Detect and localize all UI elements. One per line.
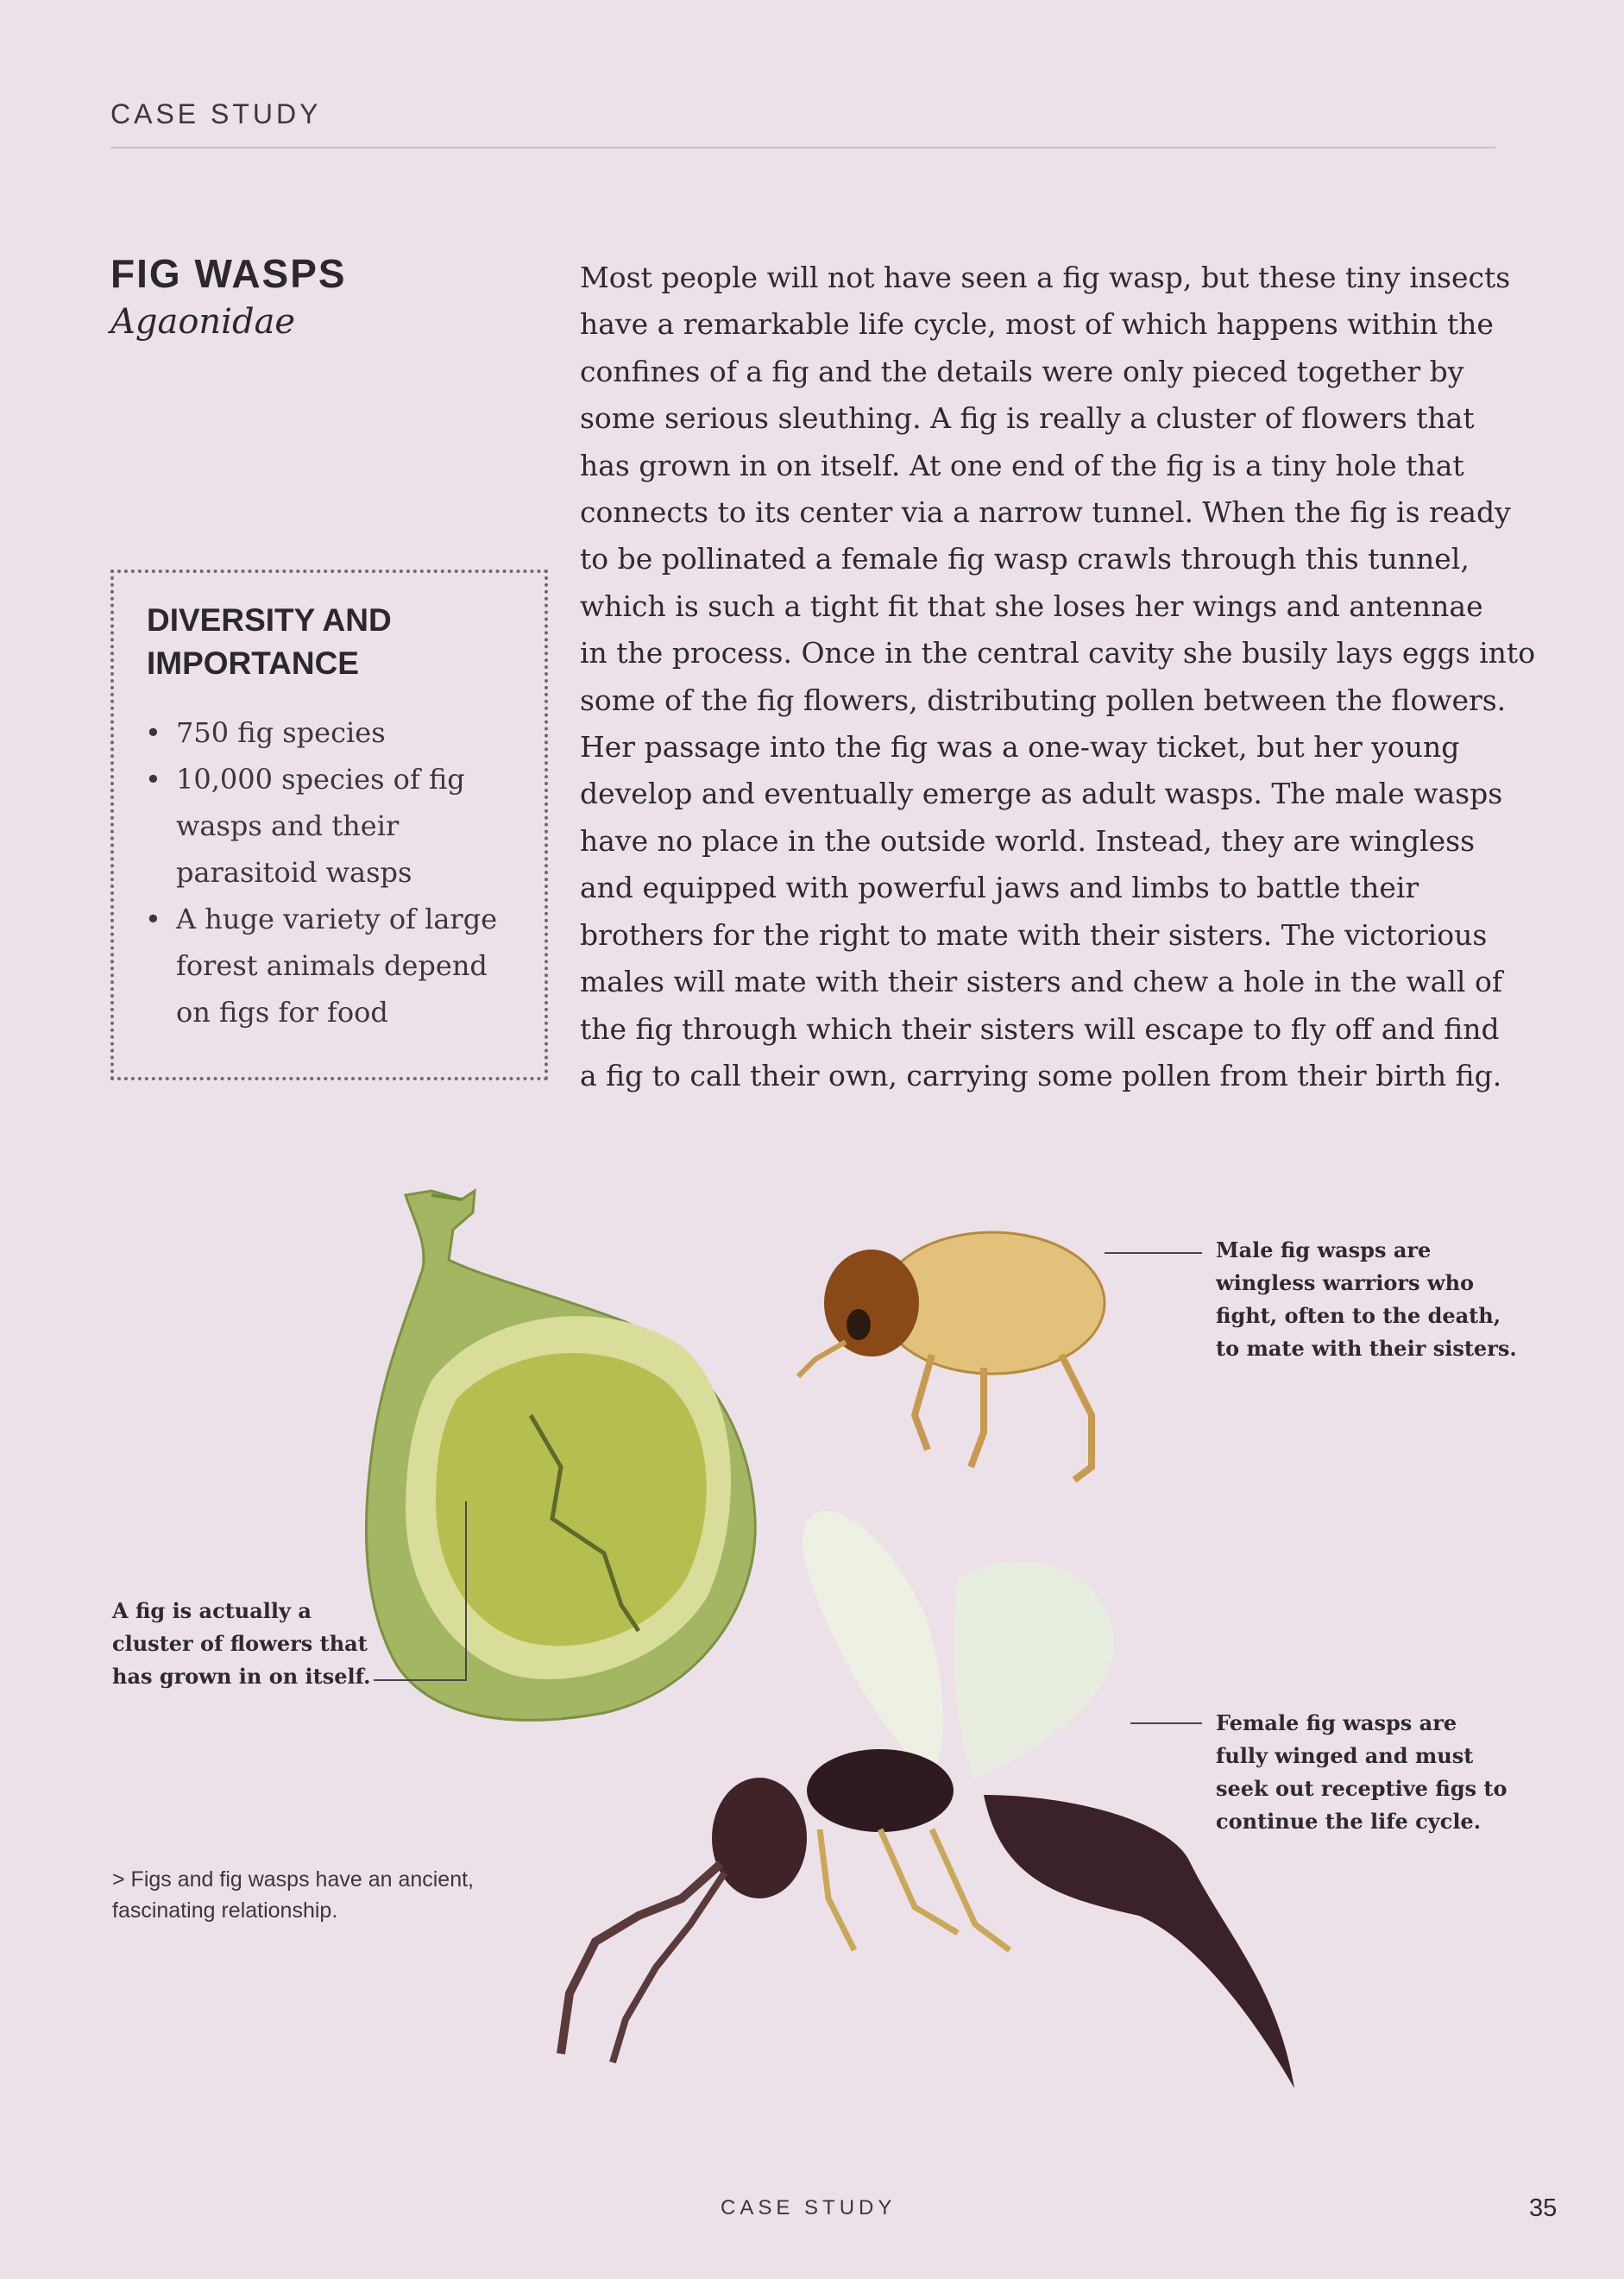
- page-number: 35: [1529, 2194, 1558, 2222]
- body-line: the fig through which their sisters will escape to fly off and find: [580, 1011, 1500, 1046]
- running-footer: CASE STUDY: [721, 2196, 897, 2219]
- body-line: which is such a tight fit that she loses her wings and antennae: [580, 589, 1483, 623]
- page-title: FIG WASPS: [110, 251, 347, 296]
- body-line: have a remarkable life cycle, most of which happens within the: [580, 307, 1494, 342]
- bullet-icon: •: [145, 763, 161, 796]
- body-line: have no place in the outside world. Instead, they are wingless: [580, 823, 1476, 858]
- body-line: brothers for the right to mate with their sisters. The victorious: [580, 917, 1488, 952]
- male-wasp-illustration: [798, 1232, 1105, 1480]
- caption-arrow-icon: >: [112, 1867, 131, 1892]
- body-line: males will mate with their sisters and chew a hole in the wall of: [580, 965, 1503, 999]
- body-line: some serious sleuthing. A fig is really a cluster of flowers that: [580, 401, 1475, 436]
- figure-caption: > Figs and fig wasps have an ancient, fascinating relationship.: [112, 1867, 475, 1923]
- body-line: has grown in on itself. At one end of the fig is a tiny hole that: [580, 448, 1464, 482]
- bullet-icon: •: [145, 903, 161, 935]
- body-line: confines of a fig and the details were only pieced together by: [580, 354, 1464, 388]
- page-subtitle: Agaonidae: [110, 302, 296, 342]
- body-line: and equipped with powerful jaws and limbs to battle their: [580, 871, 1419, 905]
- male-wasp-caption: Male fig wasps are wingless warriors who fight, often to the death, to mate with their sisters.: [1216, 1237, 1517, 1361]
- body-line: some of the fig flowers, distributing pollen between the flowers.: [580, 683, 1507, 717]
- list-item: • 10,000 species of fig wasps and their parasitoid wasps: [145, 756, 521, 896]
- fig-illustration: [366, 1191, 755, 1720]
- body-line: a fig to call their own, carrying some pollen from their birth fig.: [580, 1058, 1502, 1092]
- body-line: in the process. Once in the central cavity she busily lays eggs into: [580, 636, 1536, 670]
- box-title: DIVERSITY AND IMPORTANCE: [147, 602, 392, 681]
- body-line: Her passage into the fig was a one-way ticket, but her young: [580, 730, 1460, 765]
- body-line: to be pollinated a female fig wasp crawls through this tunnel,: [580, 542, 1470, 576]
- female-wasp-caption: Female fig wasps are fully winged and must seek out receptive figs to continue the life cycle.: [1216, 1710, 1508, 1834]
- list-item: • 750 fig species: [145, 709, 521, 756]
- body-line: connects to its center via a narrow tunnel. When the fig is ready: [580, 495, 1511, 530]
- body-line: develop and eventually emerge as adult wasps. The male wasps: [580, 777, 1503, 811]
- body-line: Most people will not have seen a fig wasp, but these tiny insects: [580, 261, 1511, 294]
- bullet-icon: •: [145, 716, 161, 749]
- fig-caption: A fig is actually a cluster of flowers that has grown in on itself.: [112, 1598, 371, 1689]
- running-header: CASE STUDY: [110, 98, 322, 129]
- list-item: • A huge variety of large forest animals depend on figs for food: [145, 896, 521, 1036]
